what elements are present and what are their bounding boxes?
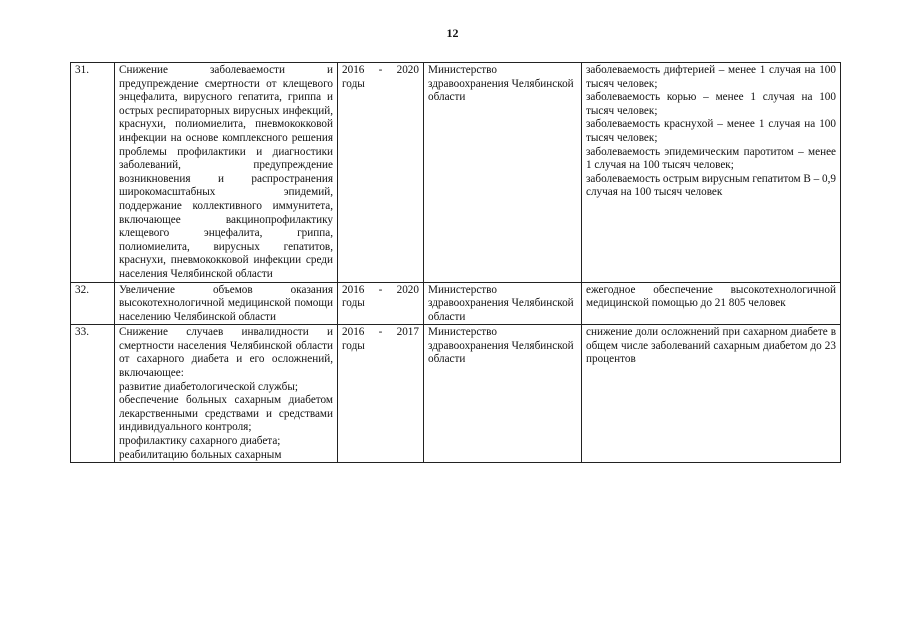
measure-cell (115, 325, 338, 463)
measure-text: Увеличение объемов оказания высокотехнологичной медицинской помощи населению Челябинской области (115, 282, 338, 325)
result-item: заболеваемость краснухой – менее 1 случая на 100 тысяч человек; (586, 118, 836, 144)
results-cell (582, 63, 841, 283)
result-item: заболеваемость острым вирусным гепатитом В – 0,9 случая на 100 тысяч человек (586, 172, 836, 199)
measures-table (70, 62, 841, 463)
period-text: 2016 - 2020 годы (338, 282, 424, 325)
period-text: 2016 - 2017 годы (338, 325, 424, 463)
result-item: заболеваемость дифтерией – менее 1 случая на 100 тысяч человек; (586, 64, 836, 90)
table-row-31 (71, 63, 841, 283)
measure-item: развитие диабетологической службы; (119, 380, 298, 393)
page-number: 12 (446, 26, 459, 40)
executor-text: Министерство здравоохранения Челябинской области (424, 282, 582, 325)
result-item: заболеваемость эпидемическим паротитом – менее 1 случая на 100 тысяч человек; (586, 145, 836, 172)
table-row-33 (71, 325, 841, 463)
executor-text: Министерство здравоохранения Челябинской области (424, 63, 582, 283)
row-number: 33. (71, 325, 115, 463)
measure-item: реабилитацию больных сахарным (119, 448, 282, 461)
results-cell (582, 282, 841, 325)
row-number: 32. (71, 282, 115, 325)
period-text: 2016 - 2020 годы (338, 63, 424, 283)
measure-text: Снижение случаев инвалидности и смертности населения Челябинской области от сахарного диабета и его осложнений, включающее: (119, 326, 333, 380)
measure-text: Снижение заболеваемости и предупреждение смертности от клещевого энцефалита, вирусного гепатита, гриппа и острых респираторных вирусных инфекций, краснухи, полиомиелита, пневмококковой инфекции на основе комплексного решения проблемы профилактики и диагностики заболеваний, предупреждение возникновения и распространения широкомасштабных эпидемий, поддержание коллективного иммунитета, включающее вакцинопрофилактику клещевого энцефалита, гриппа, полиомиелита, вирусных гепатитов, краснухи, пневмококковой инфекции среди населения Челябинской области (115, 63, 338, 283)
results-cell (582, 325, 841, 463)
row-number: 31. (71, 63, 115, 283)
executor-text: Министерство здравоохранения Челябинской области (424, 325, 582, 463)
result-item: ежегодное обеспечение высокотехнологичной медицинской помощью до 21 805 человек (586, 283, 836, 310)
measure-item: обеспечение больных сахарным диабетом лекарственными средствами и средствами индивидуального контроля; (119, 394, 333, 434)
result-item: снижение доли осложнений при сахарном диабете в общем числе заболеваний сахарным диабетом до 23 процентов (586, 326, 836, 366)
table-row-32 (71, 282, 841, 325)
measure-item: профилактику сахарного диабета; (119, 435, 281, 448)
result-item: заболеваемость корью – менее 1 случая на 100 тысяч человек; (586, 91, 836, 117)
